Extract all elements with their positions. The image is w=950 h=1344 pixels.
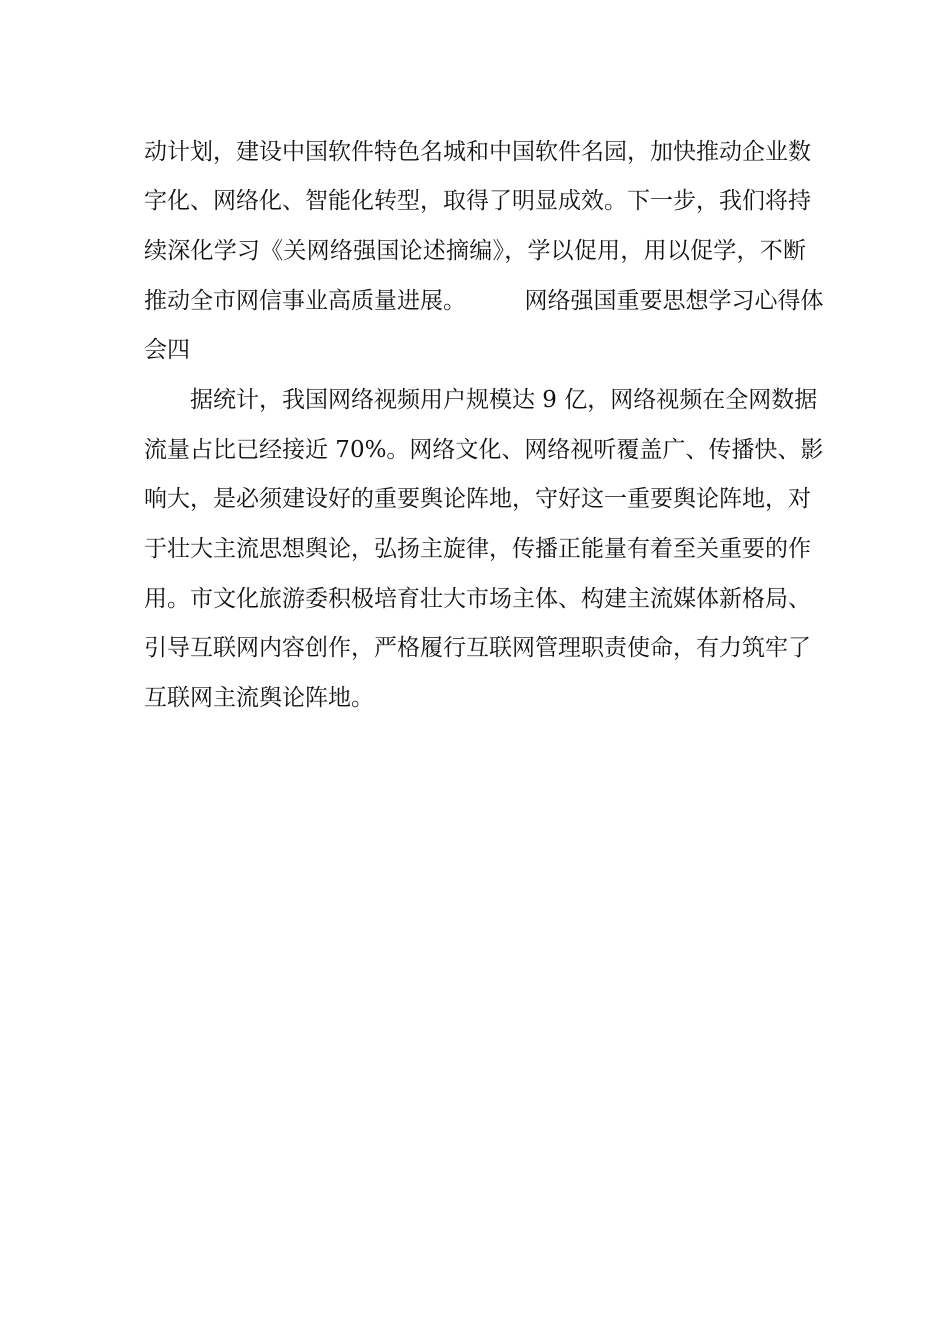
text-line: 续深化学习《关网络强国论述摘编》，学以促用，用以促学，不断 <box>144 238 806 264</box>
text-line: 引导互联网内容创作，严格履行互联网管理职责使命，有力筑牢了 <box>144 635 811 661</box>
text-line: 推动全市网信事业高质量进展。 网络强国重要思想学习心得体 <box>144 288 824 314</box>
text-line: 互联网主流舆论阵地。 <box>144 685 374 711</box>
text-line: 于壮大主流思想舆论，弘扬主旋律，传播正能量有着至关重要的作 <box>144 536 811 562</box>
text-line: 用。市文化旅游委积极培育壮大市场主体、构建主流媒体新格局、 <box>144 586 811 612</box>
text-line: 动计划，建设中国软件特色名城和中国软件名园，加快推动企业数 <box>144 139 811 165</box>
text-line: 响大，是必须建设好的重要舆论阵地，守好这一重要舆论阵地，对 <box>144 486 811 512</box>
text-line: 流量占比已经接近 70%。网络文化、网络视听覆盖广、传播快、影 <box>144 437 824 463</box>
text-line: 据统计，我国网络视频用户规模达 9 亿，网络视频在全网数据 <box>190 387 818 413</box>
text-line: 字化、网络化、智能化转型，取得了明显成效。下一步，我们将持 <box>144 188 811 214</box>
text-line: 会四 <box>144 337 190 363</box>
